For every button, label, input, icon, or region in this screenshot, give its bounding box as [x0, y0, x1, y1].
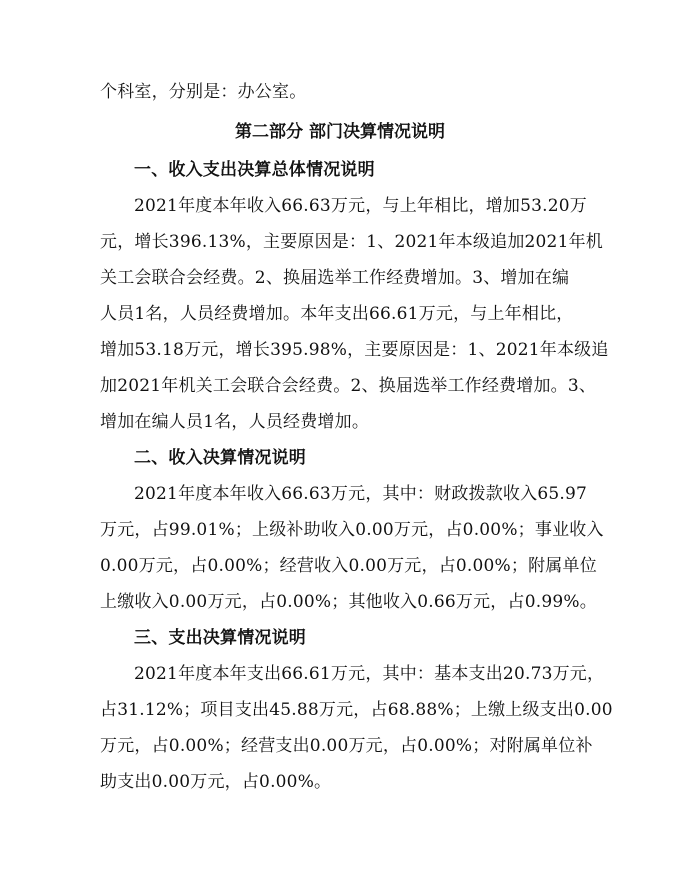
section-1-heading: 一、收入支出决算总体情况说明 [134, 160, 375, 180]
section-1-line-4: 人员1名，人员经费增加。本年支出66.61万元，与上年相比， [100, 304, 574, 324]
section-1-line-3: 关工会联合会经费。2、换届选举工作经费增加。3、增加在编 [100, 268, 570, 288]
section-1-line-1: 2021年度本年收入66.63万元，与上年相比，增加53.20万 [134, 196, 587, 216]
section-3-line-1: 2021年度本年支出66.61万元，其中：基本支出20.73万元， [134, 664, 605, 684]
section-2-line-4: 上缴收入0.00万元，占0.00%；其他收入0.66万元，占0.99%。 [100, 592, 597, 612]
section-2-line-3: 0.00万元，占0.00%；经营收入0.00万元，占0.00%；附属单位 [100, 556, 597, 576]
section-2-line-1: 2021年度本年收入66.63万元，其中：财政拨款收入65.97 [134, 484, 587, 504]
section-3-line-3: 万元，占0.00%；经营支出0.00万元，占0.00%；对附属单位补 [100, 736, 593, 756]
section-3-line-4: 助支出0.00万元，占0.00%。 [100, 772, 332, 792]
section-1-line-6: 加2021年机关工会联合会经费。2、换届选举工作经费增加。3、 [100, 376, 597, 396]
section-1-line-5: 增加53.18万元，增长395.98%，主要原因是：1、2021年本级追 [100, 340, 609, 360]
section-2-line-2: 万元，占99.01%；上级补助收入0.00万元，占0.00%；事业收入 [100, 520, 604, 540]
section-1-line-2: 元，增长396.13%，主要原因是：1、2021年本级追加2021年机 [100, 232, 603, 252]
intro-line: 个科室，分别是：办公室。 [100, 82, 307, 102]
section-3-heading: 三、支出决算情况说明 [134, 628, 306, 648]
part-title: 第二部分 部门决算情况说明 [235, 122, 445, 142]
section-1-line-7: 增加在编人员1名，人员经费增加。 [100, 412, 370, 432]
section-2-heading: 二、收入决算情况说明 [134, 448, 306, 468]
section-3-line-2: 占31.12%；项目支出45.88万元，占68.88%；上缴上级支出0.00 [100, 700, 613, 720]
